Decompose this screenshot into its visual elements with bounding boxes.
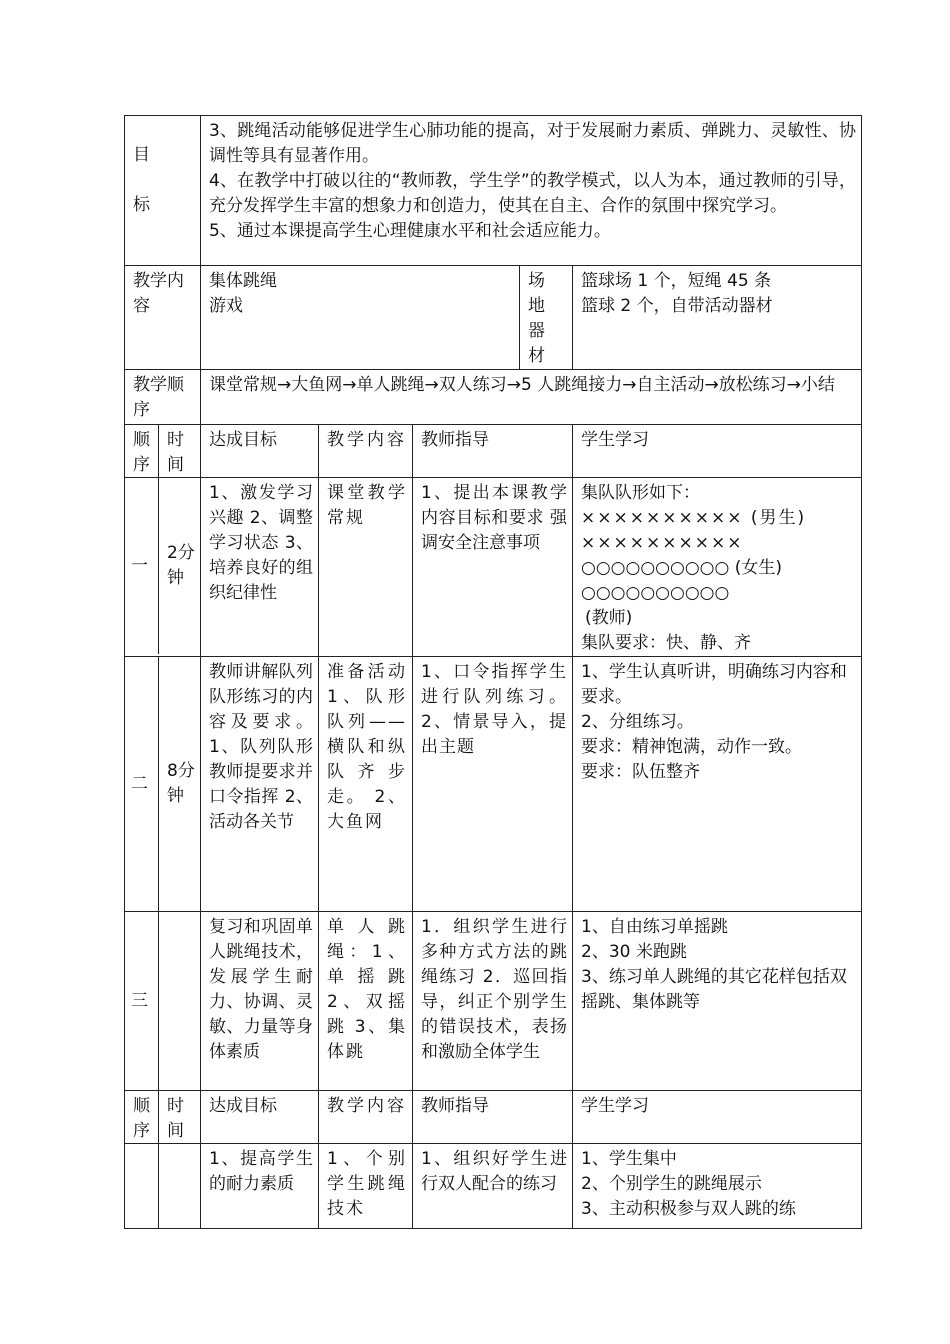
venue-label-cell: [520, 266, 573, 370]
header-order-time-cell: [125, 425, 201, 478]
sequence-text: 课堂常规→大鱼网→单人跳绳→双人练习→5 人跳绳接力→自主活动→放松练习→小结: [209, 375, 835, 395]
row2-content: 准备活动 1、队形队列——横队和纵队齐步走。 2、大鱼网: [319, 657, 413, 912]
objectives-label-1: 目: [133, 145, 150, 165]
row3-order-time-cell: [125, 912, 201, 1091]
row3-student-1: 1、自由练习单摇跳: [581, 917, 728, 937]
row2-student-1: 1、学生认真听讲，明确练习内容和要求。: [581, 662, 847, 707]
content-items-cell: [201, 266, 520, 370]
girls-row-2: ○○○○○○○○○○: [581, 583, 730, 603]
header2-content: 教学内容: [319, 1091, 413, 1144]
content-row: [125, 266, 862, 370]
objectives-label-cell: [125, 116, 201, 266]
row2-student-cell: [573, 657, 862, 912]
formation-intro: 集队队形如下：: [581, 483, 700, 503]
sequence-label-cell: [125, 370, 201, 425]
row4-student-3: 3、主动积极参与双人跳的练: [581, 1199, 796, 1219]
teacher-mark: (教师): [585, 608, 633, 628]
header-order: 顺序: [125, 425, 159, 477]
row2-order-time-cell: [125, 657, 201, 912]
row2-order: 二: [125, 657, 159, 911]
venue-label: 场地器材: [528, 271, 545, 366]
content-label: 教学内容: [133, 271, 184, 316]
row1-goal: 1、激发学习兴趣 2、调整学习状态 3、培养良好的组织纪律性: [201, 478, 319, 657]
row4-order-time-cell: [125, 1144, 201, 1229]
header2-order-time-cell: [125, 1091, 201, 1144]
row1-time: 2分钟: [167, 543, 195, 588]
row4-order: [125, 1144, 159, 1228]
row1-order-time-cell: [125, 478, 201, 657]
sequence-row: [125, 370, 862, 425]
header-row: [125, 1091, 862, 1144]
header-row: [125, 425, 862, 478]
boys-row: ×××××××××× (男生): [581, 508, 807, 528]
header2-teacher: 教师指导: [413, 1091, 573, 1144]
objective-5: 5、通过本课提高学生心理健康水平和社会适应能力。: [209, 221, 611, 241]
venue-item-1: 篮球场 1 个，短绳 45 条: [581, 271, 772, 291]
row4-student-cell: [573, 1144, 862, 1229]
table-row: [125, 657, 862, 912]
sequence-text-cell: [201, 370, 862, 425]
content-item-1: 集体跳绳: [209, 271, 277, 291]
header-student: 学生学习: [573, 425, 862, 478]
row2-student-4: 要求：队伍整齐: [581, 762, 700, 782]
row3-content: 单人跳绳：1、单摇跳 2、双摇跳 3、集体跳: [319, 912, 413, 1091]
content-label-cell: [125, 266, 201, 370]
header-teacher: 教师指导: [413, 425, 573, 478]
row1-order: 一: [125, 478, 159, 654]
table-row: [125, 912, 862, 1091]
row3-goal: 复习和巩固单人跳绳技术，发展学生耐力、协调、灵敏、力量等身体素质: [201, 912, 319, 1091]
row3-order: 三: [125, 912, 159, 1090]
row3-teacher: 1．组织学生进行多种方式方法的跳绳练习 2．巡回指导，纠正个别学生的错误技术，表扬和激励全体学生: [413, 912, 573, 1091]
girls-row: ○○○○○○○○○○ (女生): [581, 558, 783, 578]
row3-student-3: 3、练习单人跳绳的其它花样包括双摇跳、集体跳等: [581, 967, 847, 1012]
venue-item-2: 篮球 2 个，自带活动器材: [581, 296, 773, 316]
boys-row-2: ××××××××××: [581, 533, 744, 553]
row2-student-3: 要求：精神饱满，动作一致。: [581, 737, 802, 757]
objectives-row: [125, 116, 862, 266]
objective-4: 4、在教学中打破以往的“教师教，学生学”的教学模式，以人为本，通过教师的引导，充分发挥学生丰富的想象力和创造力，使其在自主、合作的氛围中探究学习。: [209, 171, 857, 216]
row4-goal: 1、提高学生的耐力素质: [201, 1144, 319, 1229]
row3-time: [159, 912, 200, 1090]
table-row: [125, 478, 862, 657]
header-content: 教学内容: [319, 425, 413, 478]
header2-order: 顺序: [125, 1091, 159, 1143]
objectives-text-cell: [201, 116, 862, 266]
row1-student-cell: [573, 478, 862, 657]
row4-teacher: 1、组织好学生进行双人配合的练习: [413, 1144, 573, 1229]
header2-goal: 达成目标: [201, 1091, 319, 1144]
sequence-label: 教学顺序: [133, 375, 184, 420]
row2-student-2: 2、分组练习。: [581, 712, 694, 732]
lesson-plan-table: [124, 115, 862, 1229]
venue-items-cell: [573, 266, 862, 370]
row1-content: 课堂教学常规: [319, 478, 413, 657]
content-item-2: 游戏: [209, 296, 243, 316]
header-time: 时间: [167, 430, 184, 475]
formation-requirement: 集队要求：快、静、齐: [581, 633, 751, 653]
header2-time: 时间: [167, 1096, 184, 1141]
row4-time: [159, 1144, 200, 1228]
row4-student-2: 2、个别学生的跳绳展示: [581, 1174, 762, 1194]
row4-content: 1、个别学生跳绳技术: [319, 1144, 413, 1229]
row4-student-1: 1、学生集中: [581, 1149, 677, 1169]
table-row: [125, 1144, 862, 1229]
objective-3: 3、跳绳活动能够促进学生心肺功能的提高，对于发展耐力素质、弹跳力、灵敏性、协调性等具有显著作用。: [209, 121, 857, 166]
row2-teacher: 1、口令指挥学生进行队列练习。 2、情景导入，提出主题: [413, 657, 573, 912]
row3-student-cell: [573, 912, 862, 1091]
row2-time: 8分钟: [167, 761, 195, 806]
row3-student-2: 2、30 米跑跳: [581, 942, 687, 962]
row1-teacher: 1、提出本课教学内容目标和要求 强调安全注意事项: [413, 478, 573, 657]
header-goal: 达成目标: [201, 425, 319, 478]
objectives-label-2: 标: [133, 195, 150, 215]
header2-student: 学生学习: [573, 1091, 862, 1144]
row2-goal: 教师讲解队列队形练习的内容及要求。 1、队列队形 教师提要求并口令指挥 2、活动各关节: [201, 657, 319, 912]
